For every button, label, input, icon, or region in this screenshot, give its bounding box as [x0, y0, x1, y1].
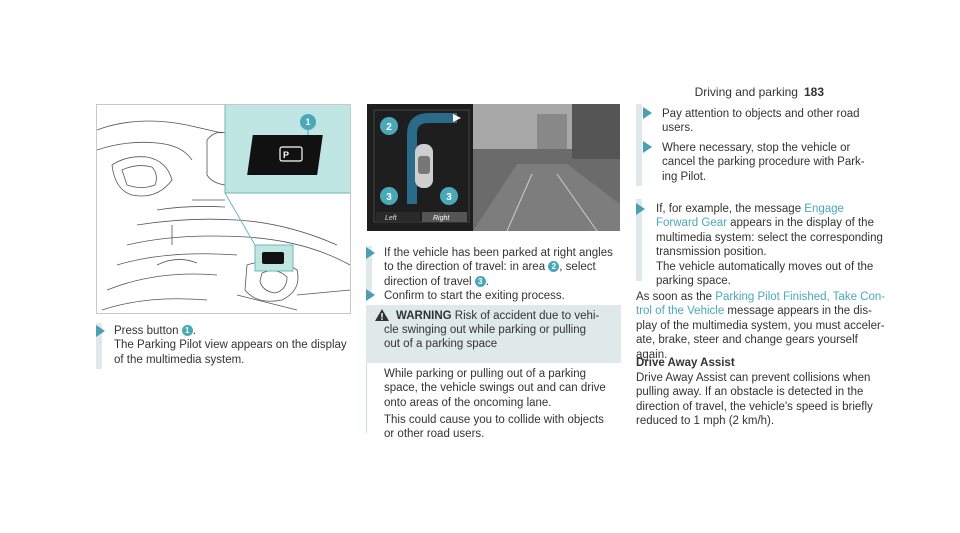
right-label[interactable]: Right	[433, 215, 450, 222]
col3-bullet2: Where necessary, stop the vehicle or cancel the parking procedure with Park- ing Pilot.	[662, 142, 865, 183]
bullet-arrow-icon	[643, 107, 652, 119]
warning-box	[366, 305, 621, 441]
warning-body: While parking or pulling out of a parking space, the vehicle swings out and can drive onto areas of the oncoming lane.	[384, 368, 606, 409]
svg-text:P: P	[283, 150, 290, 160]
warning-header	[366, 305, 621, 363]
warning-triangle-icon	[375, 309, 389, 321]
page-header	[695, 85, 824, 100]
warning-title: WARNING Risk of accident due to vehi-	[396, 310, 600, 322]
warning-side-line	[366, 363, 367, 433]
callout-2: 2	[386, 122, 392, 133]
parking-display-screen	[367, 104, 620, 231]
left-label[interactable]: Left	[385, 215, 397, 222]
col3-paragraph: As soon as the Parking Pilot Finished, Take Con- trol of the Vehicle message appears in the dis- play of the multimedia system, you must acceler- ate, brake, steer and change gears yourself again.	[636, 291, 886, 361]
section-body: Drive Away Assist can prevent collisions when pulling away. If an obstacle is detected in the direction of travel, the vehicle's speed is briefly reduced to 1 mph (2 km/h).	[636, 372, 873, 428]
bullet-arrow-icon	[366, 247, 375, 259]
col3-bullet1: Pay attention to objects and other road users.	[662, 108, 860, 135]
msg-take-control: trol of the Vehicle	[636, 305, 725, 318]
callout-3-right: 3	[446, 192, 452, 203]
section-title: Driving and parking	[694, 85, 798, 99]
warning-title-cont: cle swinging out while parking or pulling out of a parking space	[384, 324, 587, 351]
bullet-arrow-icon	[643, 141, 652, 153]
bullet-arrow-icon	[636, 203, 645, 215]
console-illustration	[96, 104, 351, 314]
bullet-arrow-icon	[366, 289, 375, 301]
msg-parking-finished: Parking Pilot Finished, Take Con-	[715, 291, 886, 303]
display-drawing	[367, 104, 620, 231]
page-number: 183	[803, 85, 824, 99]
col2-step1: If the vehicle has been parked at right angles to the direction of travel: in area 2 , select direction of travel 3 .	[384, 247, 613, 288]
badge-2: 2	[548, 261, 559, 272]
bullet-arrow-icon	[96, 325, 105, 337]
callout-3-left: 3	[386, 192, 392, 203]
step-bar	[636, 104, 642, 186]
callout-1: 1	[305, 117, 311, 127]
msg-engage: Engage	[804, 203, 844, 215]
console-line-drawing	[97, 105, 350, 313]
col3-bullet3: If, for example, the message Engage Forward Gear appears in the display of the multimedia system: select the corresponding transmission position. The vehicle automatically moves out of the parking space.	[656, 203, 883, 287]
section-heading: Drive Away Assist	[636, 357, 735, 369]
col2-step2: Confirm to start the exiting process.	[384, 290, 565, 302]
badge-3: 3	[475, 276, 486, 287]
col1-step1: Press button 1 . The Parking Pilot view appears on the display of the multimedia system.	[114, 325, 347, 366]
badge-1: 1	[182, 325, 193, 336]
msg-forward-gear: Forward Gear	[656, 217, 727, 230]
warning-body-2: This could cause you to collide with objects or other road users.	[384, 414, 604, 441]
